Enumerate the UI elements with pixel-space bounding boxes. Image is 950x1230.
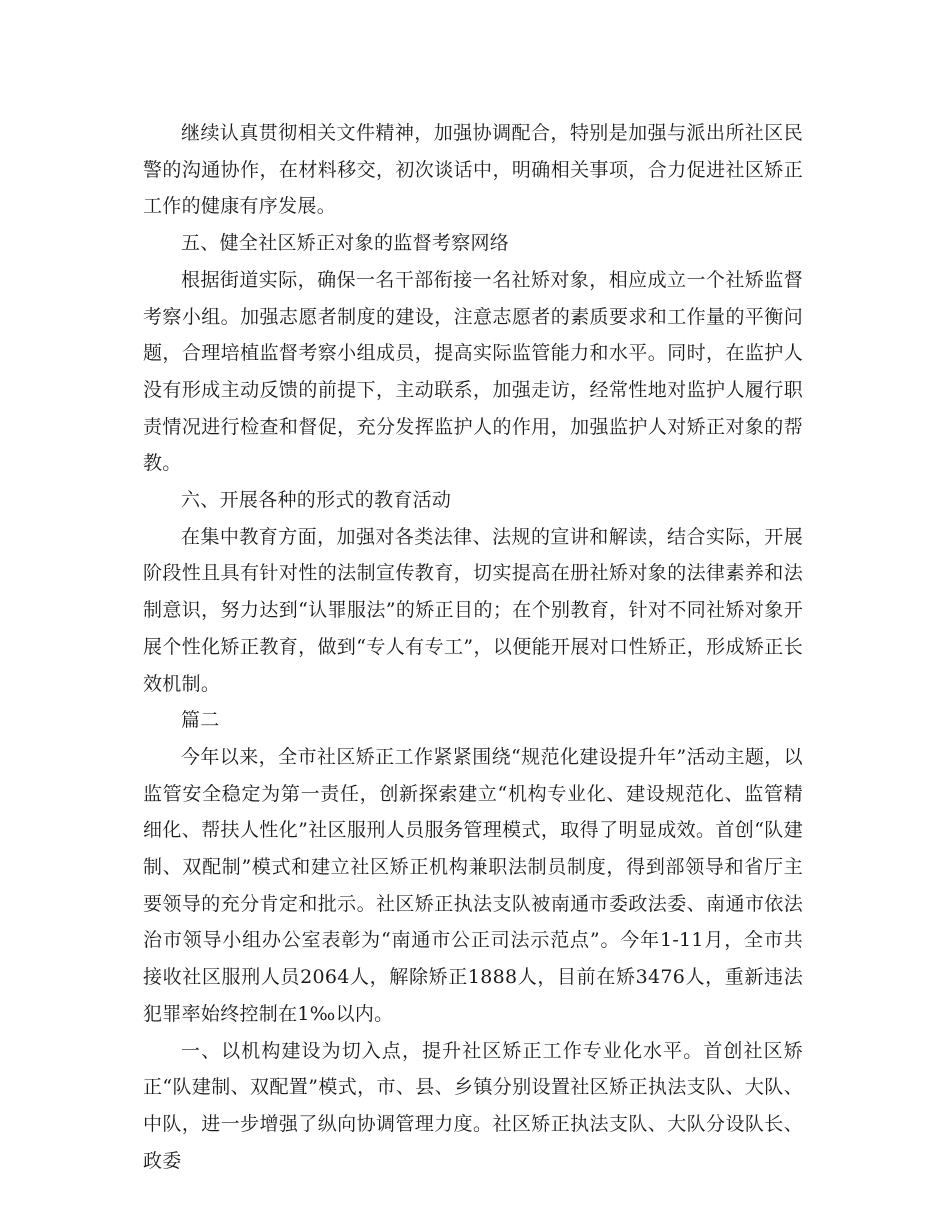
paragraph-continuation: 继续认真贯彻相关文件精神，加强协调配合，特别是加强与派出所社区民警的沟通协作，在材料移交，初次谈话中，明确相关事项，合力促进社区矫正工作的健康有序发展。 <box>143 122 803 218</box>
paragraph-supervision: 根据街道实际，确保一名干部衔接一名社矫对象，相应成立一个社矫监督考察小组。加强志愿者制度的建设，注意志愿者的素质要求和工作量的平衡问题，合理培植监督考察小组成员，提高实际监管能力和水平。同时，在监护人没有形成主动反馈的前提下，主动联系，加强走访，经常性地对监护人履行职责情况进行检查和督促，充分发挥监护人的作用，加强监护人对矫正对象的帮教。 <box>143 268 803 475</box>
section-heading-5: 五、健全社区矫正对象的监督考察网络 <box>181 232 510 255</box>
document-body <box>143 115 803 1179</box>
paragraph-institution-building: 一、以机构建设为切入点，提升社区矫正工作专业化水平。首创社区矫正“队建制、双配置”模式，市、县、乡镇分别设置社区矫正执法支队、大队、中队，进一步增强了纵向协调管理力度。社区矫正执法支队、大队分设队长、政委 <box>143 1039 803 1172</box>
section-heading-6: 六、开展各种的形式的教育活动 <box>181 489 452 512</box>
part-heading-2: 篇二 <box>181 709 220 732</box>
paragraph-annual-summary: 今年以来，全市社区矫正工作紧紧围绕“规范化建设提升年”活动主题，以监管安全稳定为第一责任，创新探索建立“机构专业化、建设规范化、监管精细化、帮扶人性化”社区服刑人员服务管理模式，取得了明显成效。首创“队建制、双配制”模式和建立社区矫正机构兼职法制员制度，得到部领导和省厅主要领导的充分肯定和批示。社区矫正执法支队被南通市委政法委、南通市依法治市领导小组办公室表彰为“南通市公正司法示范点”。今年1-11月，全市共接收社区服刑人员2064人，解除矫正1888人，目前在矫3476人，重新违法犯罪率始终控制在1‰以内。 <box>143 745 803 1025</box>
paragraph-education: 在集中教育方面，加强对各类法律、法规的宣讲和解读，结合实际，开展阶段性且具有针对性的法制宣传教育，切实提高在册社矫对象的法律素养和法制意识，努力达到“认罪服法”的矫正目的；在个别教育，针对不同社矫对象开展个性化矫正教育，做到“专人有专工”，以便能开展对口性矫正，形成矫正长效机制。 <box>143 525 803 695</box>
